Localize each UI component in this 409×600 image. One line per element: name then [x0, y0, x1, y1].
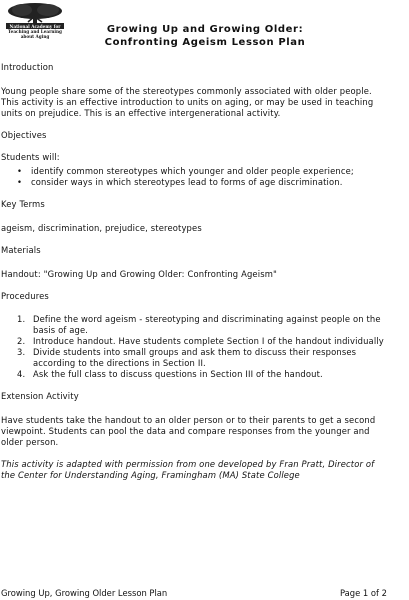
extension-heading: Extension Activity — [1, 391, 79, 401]
procedures-heading: Procedures — [1, 291, 49, 301]
objectives-heading: Objectives — [1, 130, 47, 140]
step-text: Divide students into small groups and ask them to discuss their responses according to the directions in Section II. — [33, 347, 357, 368]
list-item — [17, 336, 387, 347]
title-line-2: Confronting Ageism Lesson Plan — [104, 37, 306, 48]
list-item — [17, 314, 387, 336]
step-number: 2. — [17, 336, 26, 346]
step-text: Introduce handout. Have students complete Section I of the handout individually — [33, 336, 384, 346]
key-terms-text: ageism, discrimination, prejudice, stereotypes — [1, 223, 202, 233]
credit-text: This activity is adapted with permission from one developed by Fran Pratt, Director of the Center for Understanding Aging, Framingham (MA) State College — [1, 459, 375, 480]
introduction-heading: Introduction — [1, 62, 54, 72]
page-number: Page 1 of 2 — [340, 588, 387, 598]
step-number: 3. — [17, 347, 26, 357]
list-item — [17, 347, 387, 369]
objectives-intro: Students will: — [1, 152, 60, 162]
tree-logo-icon — [2, 2, 68, 26]
key-terms-heading: Key Terms — [1, 199, 45, 209]
logo-line-3: about Aging — [20, 34, 50, 39]
list-item: • consider ways in which stereotypes lead to forms of age discrimination. — [31, 177, 387, 188]
procedures-list — [1, 314, 387, 380]
organization-logo — [2, 2, 68, 42]
page-footer — [1, 588, 387, 599]
step-text: Define the word ageism - stereotyping and discriminating against people on the basis of age. — [33, 314, 381, 335]
introduction-text: Young people share some of the stereotypes commonly associated with older people. This activity is an effective introduction to units on aging, or may be used in teaching units on prejudice. This is an effective intergenerational activity. — [1, 86, 374, 118]
logo-line-2: Teaching and Learning — [8, 29, 62, 34]
document-body — [1, 62, 387, 481]
list-item: • identify common stereotypes which younger and older people experience; — [31, 166, 387, 177]
logo-text — [2, 24, 68, 39]
objectives-list — [1, 166, 387, 188]
logo-line-1: National Academy for — [6, 24, 64, 29]
materials-heading: Materials — [1, 245, 41, 255]
document-title — [70, 23, 340, 49]
step-text: Ask the full class to discuss questions in Section III of the handout. — [33, 369, 323, 379]
materials-text: Handout: "Growing Up and Growing Older: Confronting Ageism" — [1, 269, 278, 279]
step-number: 4. — [17, 369, 26, 379]
footer-title: Growing Up, Growing Older Lesson Plan — [1, 588, 168, 598]
extension-text: Have students take the handout to an older person or to their parents to get a second viewpoint. Students can pool the data and compare responses from the younger and older person. — [1, 415, 376, 447]
title-line-1: Growing Up and Growing Older: — [106, 24, 304, 35]
list-item — [17, 369, 387, 380]
step-number: 1. — [17, 314, 26, 324]
